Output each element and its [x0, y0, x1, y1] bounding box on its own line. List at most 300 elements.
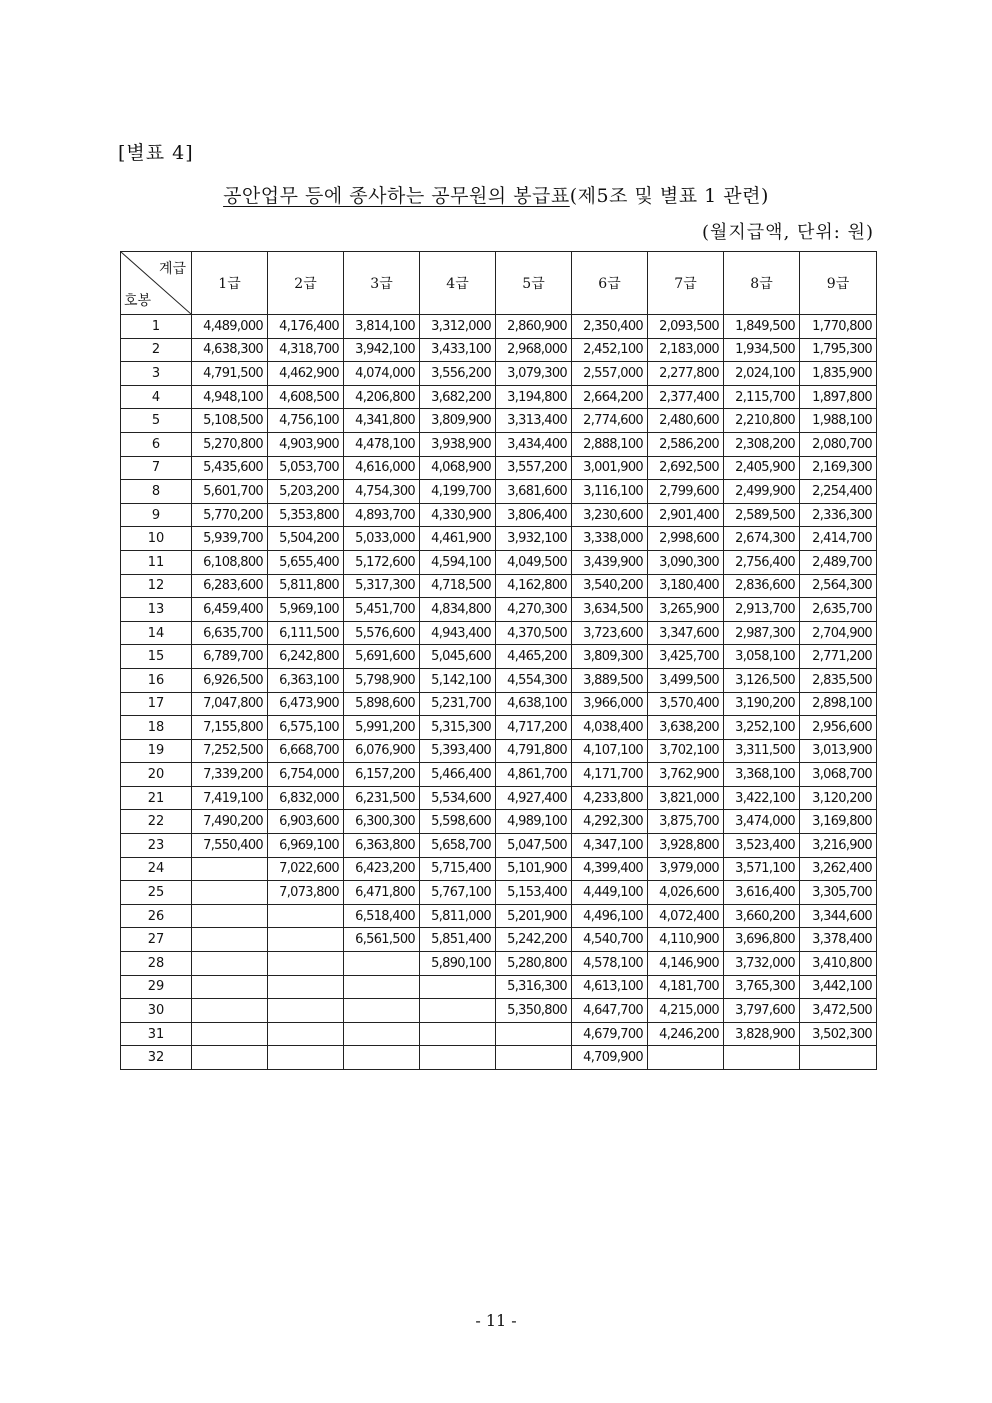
- salary-cell: [268, 928, 344, 952]
- salary-cell: 6,754,000: [268, 763, 344, 787]
- salary-cell: 2,704,900: [800, 621, 877, 645]
- salary-cell: 2,080,700: [800, 432, 877, 456]
- salary-cell: 4,489,000: [192, 315, 268, 339]
- salary-cell: 4,176,400: [268, 315, 344, 339]
- salary-cell: 4,478,100: [344, 432, 420, 456]
- salary-cell: 2,860,900: [496, 315, 572, 339]
- salary-cell: 5,890,100: [420, 952, 496, 976]
- salary-cell: 3,425,700: [648, 645, 724, 669]
- step-cell: 10: [121, 527, 192, 551]
- salary-cell: 2,489,700: [800, 550, 877, 574]
- corner-label-step: 호봉: [124, 293, 152, 309]
- salary-cell: 4,206,800: [344, 385, 420, 409]
- salary-cell: 3,472,500: [800, 999, 877, 1023]
- salary-cell: 4,038,400: [572, 716, 648, 740]
- salary-cell: 2,277,800: [648, 362, 724, 386]
- salary-cell: [192, 857, 268, 881]
- salary-cell: [268, 904, 344, 928]
- salary-cell: 5,601,700: [192, 480, 268, 504]
- salary-cell: 4,791,500: [192, 362, 268, 386]
- salary-cell: 3,347,600: [648, 621, 724, 645]
- salary-cell: 4,146,900: [648, 952, 724, 976]
- step-cell: 25: [121, 881, 192, 905]
- step-cell: 23: [121, 834, 192, 858]
- salary-cell: 3,809,300: [572, 645, 648, 669]
- salary-cell: 5,655,400: [268, 550, 344, 574]
- salary-cell: 3,180,400: [648, 574, 724, 598]
- salary-cell: 3,410,800: [800, 952, 877, 976]
- salary-cell: 4,496,100: [572, 904, 648, 928]
- step-cell: 28: [121, 952, 192, 976]
- salary-cell: 6,903,600: [268, 810, 344, 834]
- salary-cell: [268, 999, 344, 1023]
- salary-cell: [192, 952, 268, 976]
- salary-cell: 3,570,400: [648, 692, 724, 716]
- salary-cell: 3,821,000: [648, 786, 724, 810]
- step-cell: 9: [121, 503, 192, 527]
- step-cell: 17: [121, 692, 192, 716]
- salary-cell: 3,732,000: [724, 952, 800, 976]
- salary-cell: 3,696,800: [724, 928, 800, 952]
- table-row: [121, 480, 877, 504]
- salary-cell: 4,718,500: [420, 574, 496, 598]
- document-title: [0, 181, 992, 208]
- step-cell: 4: [121, 385, 192, 409]
- step-cell: 24: [121, 857, 192, 881]
- salary-cell: 2,377,400: [648, 385, 724, 409]
- salary-cell: 3,806,400: [496, 503, 572, 527]
- salary-cell: [724, 1046, 800, 1070]
- salary-cell: 2,987,300: [724, 621, 800, 645]
- salary-cell: 5,201,900: [496, 904, 572, 928]
- salary-cell: [268, 975, 344, 999]
- salary-cell: [192, 1022, 268, 1046]
- salary-cell: 4,756,100: [268, 409, 344, 433]
- salary-cell: 2,557,000: [572, 362, 648, 386]
- salary-cell: 3,312,000: [420, 315, 496, 339]
- salary-cell: 5,811,800: [268, 574, 344, 598]
- corner-header-cell: [121, 252, 192, 315]
- salary-cell: 4,834,800: [420, 598, 496, 622]
- step-cell: 3: [121, 362, 192, 386]
- salary-cell: 3,875,700: [648, 810, 724, 834]
- table-row: [121, 810, 877, 834]
- grade-header-1: 1급: [192, 252, 268, 315]
- salary-cell: 3,311,500: [724, 739, 800, 763]
- salary-cell: 6,423,200: [344, 857, 420, 881]
- salary-cell: 3,762,900: [648, 763, 724, 787]
- salary-cell: 5,435,600: [192, 456, 268, 480]
- step-cell: 22: [121, 810, 192, 834]
- salary-cell: [344, 952, 420, 976]
- salary-cell: 6,969,100: [268, 834, 344, 858]
- salary-cell: 7,419,100: [192, 786, 268, 810]
- salary-cell: 4,162,800: [496, 574, 572, 598]
- salary-cell: [648, 1046, 724, 1070]
- annex-label: [별표 4]: [118, 142, 194, 164]
- salary-cell: 2,956,600: [800, 716, 877, 740]
- table-row: [121, 456, 877, 480]
- step-cell: 8: [121, 480, 192, 504]
- salary-cell: 3,422,100: [724, 786, 800, 810]
- salary-cell: 3,681,600: [496, 480, 572, 504]
- grade-header-2: 2급: [268, 252, 344, 315]
- salary-cell: [420, 975, 496, 999]
- salary-cell: 6,242,800: [268, 645, 344, 669]
- grade-header-9: 9급: [800, 252, 877, 315]
- salary-cell: 4,903,900: [268, 432, 344, 456]
- salary-cell: 4,462,900: [268, 362, 344, 386]
- title-main: 공안업무 등에 종사하는 공무원의 봉급표: [223, 185, 570, 207]
- salary-cell: 2,336,300: [800, 503, 877, 527]
- salary-cell: 5,715,400: [420, 857, 496, 881]
- salary-cell: 3,216,900: [800, 834, 877, 858]
- step-cell: 13: [121, 598, 192, 622]
- salary-cell: 3,809,900: [420, 409, 496, 433]
- salary-cell: 3,169,800: [800, 810, 877, 834]
- salary-cell: 3,540,200: [572, 574, 648, 598]
- salary-cell: 4,638,100: [496, 692, 572, 716]
- grade-header-7: 7급: [648, 252, 724, 315]
- salary-cell: 5,033,000: [344, 527, 420, 551]
- salary-cell: 4,647,700: [572, 999, 648, 1023]
- salary-cell: 3,305,700: [800, 881, 877, 905]
- table-row: [121, 1046, 877, 1070]
- salary-cell: 3,797,600: [724, 999, 800, 1023]
- table-row: [121, 692, 877, 716]
- salary-cell: 4,341,800: [344, 409, 420, 433]
- salary-cell: 3,252,100: [724, 716, 800, 740]
- salary-cell: 6,471,800: [344, 881, 420, 905]
- salary-cell: 3,262,400: [800, 857, 877, 881]
- salary-cell: [344, 999, 420, 1023]
- step-cell: 32: [121, 1046, 192, 1070]
- salary-cell: [496, 1046, 572, 1070]
- step-cell: 31: [121, 1022, 192, 1046]
- salary-cell: [192, 975, 268, 999]
- salary-cell: 6,363,800: [344, 834, 420, 858]
- step-cell: 30: [121, 999, 192, 1023]
- step-cell: 7: [121, 456, 192, 480]
- salary-cell: 5,316,300: [496, 975, 572, 999]
- salary-cell: 2,183,000: [648, 338, 724, 362]
- salary-cell: [420, 1046, 496, 1070]
- step-cell: 2: [121, 338, 192, 362]
- salary-cell: 1,934,500: [724, 338, 800, 362]
- salary-cell: 5,242,200: [496, 928, 572, 952]
- salary-cell: [192, 881, 268, 905]
- salary-cell: 2,692,500: [648, 456, 724, 480]
- salary-cell: 4,233,800: [572, 786, 648, 810]
- salary-cell: 1,849,500: [724, 315, 800, 339]
- salary-cell: 3,013,900: [800, 739, 877, 763]
- salary-cell: 7,490,200: [192, 810, 268, 834]
- table-row: [121, 598, 877, 622]
- salary-cell: 3,090,300: [648, 550, 724, 574]
- salary-cell: 2,998,600: [648, 527, 724, 551]
- salary-cell: 5,270,800: [192, 432, 268, 456]
- salary-cell: 6,363,100: [268, 668, 344, 692]
- salary-cell: 4,989,100: [496, 810, 572, 834]
- salary-cell: [344, 1022, 420, 1046]
- salary-cell: 5,451,700: [344, 598, 420, 622]
- salary-cell: 2,771,200: [800, 645, 877, 669]
- table-row: [121, 999, 877, 1023]
- salary-cell: 2,405,900: [724, 456, 800, 480]
- salary-cell: 3,932,100: [496, 527, 572, 551]
- salary-cell: 3,338,000: [572, 527, 648, 551]
- salary-cell: 5,504,200: [268, 527, 344, 551]
- table-row: [121, 527, 877, 551]
- salary-table-body: [121, 315, 877, 1070]
- salary-cell: 2,898,100: [800, 692, 877, 716]
- salary-cell: 3,116,100: [572, 480, 648, 504]
- salary-cell: 3,979,000: [648, 857, 724, 881]
- salary-cell: 5,466,400: [420, 763, 496, 787]
- step-cell: 14: [121, 621, 192, 645]
- table-row: [121, 645, 877, 669]
- table-row: [121, 857, 877, 881]
- salary-cell: 2,308,200: [724, 432, 800, 456]
- salary-table: [120, 251, 877, 1070]
- salary-cell: 3,765,300: [724, 975, 800, 999]
- salary-cell: 4,613,100: [572, 975, 648, 999]
- header-row: [121, 252, 877, 315]
- salary-cell: 3,702,100: [648, 739, 724, 763]
- salary-cell: 3,474,000: [724, 810, 800, 834]
- salary-cell: 1,988,100: [800, 409, 877, 433]
- salary-cell: 3,502,300: [800, 1022, 877, 1046]
- salary-cell: 3,378,400: [800, 928, 877, 952]
- table-row: [121, 362, 877, 386]
- salary-cell: 6,459,400: [192, 598, 268, 622]
- unit-note: (월지급액, 단위: 원): [702, 222, 874, 243]
- salary-cell: 4,074,000: [344, 362, 420, 386]
- salary-cell: 7,022,600: [268, 857, 344, 881]
- salary-cell: 3,638,200: [648, 716, 724, 740]
- salary-cell: [420, 1022, 496, 1046]
- table-row: [121, 338, 877, 362]
- table-row: [121, 574, 877, 598]
- salary-cell: 3,194,800: [496, 385, 572, 409]
- salary-cell: 2,901,400: [648, 503, 724, 527]
- grade-header-8: 8급: [724, 252, 800, 315]
- salary-cell: 1,795,300: [800, 338, 877, 362]
- salary-cell: 5,153,400: [496, 881, 572, 905]
- salary-cell: [344, 975, 420, 999]
- salary-cell: [192, 928, 268, 952]
- salary-cell: 3,068,700: [800, 763, 877, 787]
- salary-cell: 5,053,700: [268, 456, 344, 480]
- salary-cell: 5,691,600: [344, 645, 420, 669]
- salary-cell: [420, 999, 496, 1023]
- salary-cell: 5,142,100: [420, 668, 496, 692]
- salary-cell: 2,564,300: [800, 574, 877, 598]
- salary-cell: 2,480,600: [648, 409, 724, 433]
- salary-cell: [268, 952, 344, 976]
- salary-cell: 3,434,400: [496, 432, 572, 456]
- salary-cell: 2,888,100: [572, 432, 648, 456]
- salary-cell: 3,660,200: [724, 904, 800, 928]
- salary-cell: 5,658,700: [420, 834, 496, 858]
- step-cell: 26: [121, 904, 192, 928]
- step-cell: 29: [121, 975, 192, 999]
- table-row: [121, 409, 877, 433]
- salary-cell: 4,861,700: [496, 763, 572, 787]
- salary-cell: 3,523,400: [724, 834, 800, 858]
- salary-cell: 3,814,100: [344, 315, 420, 339]
- step-cell: 16: [121, 668, 192, 692]
- salary-cell: 6,111,500: [268, 621, 344, 645]
- salary-cell: 6,300,300: [344, 810, 420, 834]
- grade-header-3: 3급: [344, 252, 420, 315]
- salary-cell: 2,254,400: [800, 480, 877, 504]
- step-cell: 15: [121, 645, 192, 669]
- salary-cell: 4,578,100: [572, 952, 648, 976]
- table-row: [121, 621, 877, 645]
- corner-label-grade: 계급: [158, 261, 186, 277]
- salary-cell: 5,851,400: [420, 928, 496, 952]
- salary-cell: 7,155,800: [192, 716, 268, 740]
- step-cell: 12: [121, 574, 192, 598]
- step-cell: 18: [121, 716, 192, 740]
- salary-cell: 2,350,400: [572, 315, 648, 339]
- salary-cell: 3,556,200: [420, 362, 496, 386]
- salary-cell: 3,634,500: [572, 598, 648, 622]
- salary-cell: 4,927,400: [496, 786, 572, 810]
- salary-cell: 2,169,300: [800, 456, 877, 480]
- step-cell: 6: [121, 432, 192, 456]
- table-row: [121, 952, 877, 976]
- salary-cell: 4,171,700: [572, 763, 648, 787]
- salary-cell: 3,682,200: [420, 385, 496, 409]
- salary-cell: 4,754,300: [344, 480, 420, 504]
- step-cell: 27: [121, 928, 192, 952]
- salary-cell: 3,966,000: [572, 692, 648, 716]
- salary-cell: 4,049,500: [496, 550, 572, 574]
- salary-cell: 5,047,500: [496, 834, 572, 858]
- salary-cell: 1,897,800: [800, 385, 877, 409]
- salary-cell: 3,938,900: [420, 432, 496, 456]
- table-row: [121, 385, 877, 409]
- salary-cell: 4,893,700: [344, 503, 420, 527]
- salary-cell: 4,540,700: [572, 928, 648, 952]
- salary-cell: 5,939,700: [192, 527, 268, 551]
- salary-cell: 4,292,300: [572, 810, 648, 834]
- salary-cell: 3,313,400: [496, 409, 572, 433]
- salary-cell: 5,101,900: [496, 857, 572, 881]
- step-cell: 20: [121, 763, 192, 787]
- salary-cell: 4,791,800: [496, 739, 572, 763]
- salary-cell: 4,246,200: [648, 1022, 724, 1046]
- salary-cell: 3,344,600: [800, 904, 877, 928]
- salary-cell: [268, 1022, 344, 1046]
- salary-cell: 4,068,900: [420, 456, 496, 480]
- salary-cell: 5,317,300: [344, 574, 420, 598]
- salary-cell: 5,203,200: [268, 480, 344, 504]
- salary-cell: 3,265,900: [648, 598, 724, 622]
- salary-cell: 6,789,700: [192, 645, 268, 669]
- salary-cell: 7,073,800: [268, 881, 344, 905]
- salary-cell: 3,828,900: [724, 1022, 800, 1046]
- table-row: [121, 881, 877, 905]
- salary-cell: [496, 1022, 572, 1046]
- salary-cell: 6,473,900: [268, 692, 344, 716]
- page-number: - 11 -: [475, 1311, 517, 1330]
- salary-cell: 4,465,200: [496, 645, 572, 669]
- salary-cell: 2,674,300: [724, 527, 800, 551]
- grade-header-6: 6급: [572, 252, 648, 315]
- salary-cell: 2,093,500: [648, 315, 724, 339]
- salary-cell: 6,231,500: [344, 786, 420, 810]
- step-cell: 19: [121, 739, 192, 763]
- step-cell: 1: [121, 315, 192, 339]
- grade-header-5: 5급: [496, 252, 572, 315]
- salary-cell: 5,231,700: [420, 692, 496, 716]
- step-cell: 5: [121, 409, 192, 433]
- salary-cell: 6,561,500: [344, 928, 420, 952]
- salary-cell: 5,798,900: [344, 668, 420, 692]
- salary-cell: 5,534,600: [420, 786, 496, 810]
- salary-cell: 4,461,900: [420, 527, 496, 551]
- salary-cell: 6,668,700: [268, 739, 344, 763]
- salary-cell: 3,439,900: [572, 550, 648, 574]
- salary-cell: 4,347,100: [572, 834, 648, 858]
- salary-cell: 3,001,900: [572, 456, 648, 480]
- salary-cell: 2,589,500: [724, 503, 800, 527]
- table-row: [121, 668, 877, 692]
- table-row: [121, 432, 877, 456]
- salary-cell: 4,072,400: [648, 904, 724, 928]
- title-suffix: (제5조 및 별표 1 관련): [569, 185, 769, 207]
- salary-cell: 2,664,200: [572, 385, 648, 409]
- salary-cell: 6,157,200: [344, 763, 420, 787]
- salary-cell: 4,215,000: [648, 999, 724, 1023]
- salary-cell: 4,616,000: [344, 456, 420, 480]
- salary-cell: 6,108,800: [192, 550, 268, 574]
- salary-cell: 5,969,100: [268, 598, 344, 622]
- table-row: [121, 1022, 877, 1046]
- salary-cell: 3,433,100: [420, 338, 496, 362]
- salary-cell: 4,608,500: [268, 385, 344, 409]
- salary-cell: 2,586,200: [648, 432, 724, 456]
- salary-cell: [344, 1046, 420, 1070]
- table-row: [121, 975, 877, 999]
- salary-cell: 6,635,700: [192, 621, 268, 645]
- salary-cell: 5,598,600: [420, 810, 496, 834]
- salary-cell: 7,252,500: [192, 739, 268, 763]
- salary-cell: 5,770,200: [192, 503, 268, 527]
- salary-cell: 6,076,900: [344, 739, 420, 763]
- salary-cell: 2,913,700: [724, 598, 800, 622]
- salary-cell: 2,835,500: [800, 668, 877, 692]
- salary-cell: 3,499,500: [648, 668, 724, 692]
- salary-cell: 3,928,800: [648, 834, 724, 858]
- salary-cell: 3,723,600: [572, 621, 648, 645]
- salary-cell: 4,594,100: [420, 550, 496, 574]
- salary-cell: 4,330,900: [420, 503, 496, 527]
- salary-cell: 6,283,600: [192, 574, 268, 598]
- table-row: [121, 834, 877, 858]
- salary-cell: 4,110,900: [648, 928, 724, 952]
- salary-cell: 4,943,400: [420, 621, 496, 645]
- table-row: [121, 904, 877, 928]
- salary-cell: 5,811,000: [420, 904, 496, 928]
- salary-cell: 4,709,900: [572, 1046, 648, 1070]
- salary-cell: 4,026,600: [648, 881, 724, 905]
- salary-cell: 5,045,600: [420, 645, 496, 669]
- salary-cell: 2,115,700: [724, 385, 800, 409]
